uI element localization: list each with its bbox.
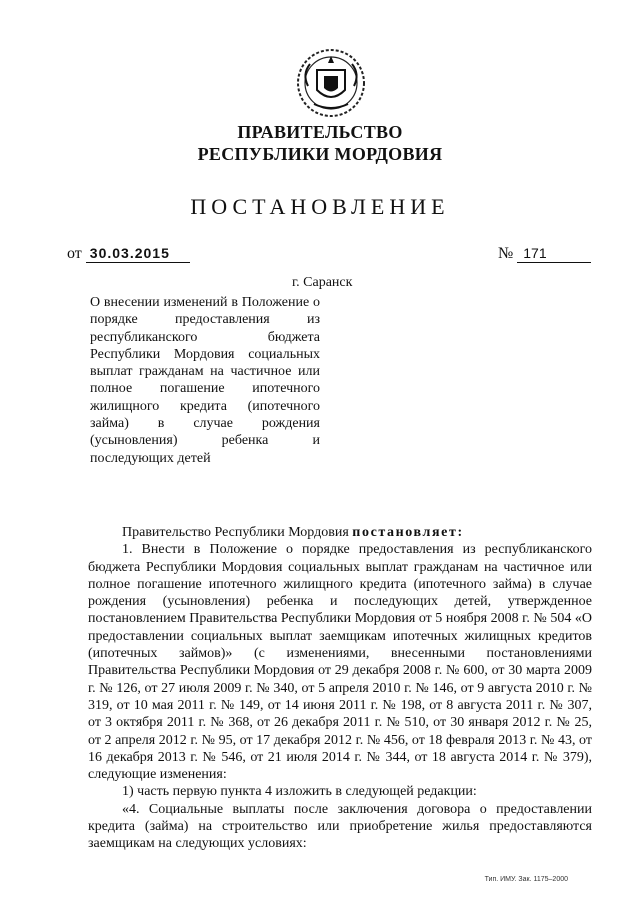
number-value: 171 bbox=[517, 245, 591, 263]
decree-subject: О внесении изменений в Положение о порядке предоставления из республиканского бюджета Республики Мордовия социальных выплат гражданам на частичное или полное погашение ипотечного жилищного кредита (ипотечного займа) в случае рождения (усыновления) ребенка и последующих детей bbox=[90, 295, 320, 466]
decree-decides-word: постановляет: bbox=[352, 525, 464, 540]
number-field bbox=[498, 245, 591, 263]
document-type-title: ПОСТАНОВЛЕНИЕ bbox=[190, 194, 450, 219]
decree-paragraph-2: 1) часть первую пункта 4 изложить в следующей редакции: bbox=[122, 784, 477, 800]
number-prefix: № bbox=[498, 245, 514, 262]
date-prefix: от bbox=[67, 245, 82, 262]
decree-intro bbox=[88, 524, 592, 541]
date-value: 30.03.2015 bbox=[86, 245, 190, 263]
government-title-line-1: ПРАВИТЕЛЬСТВО bbox=[237, 122, 403, 142]
government-title-line-2: РЕСПУБЛИКИ МОРДОВИЯ bbox=[197, 144, 443, 164]
coat-of-arms-emblem bbox=[294, 46, 368, 120]
decree-body bbox=[88, 524, 592, 853]
decree-intro-text: Правительство Республики Мордовия bbox=[122, 525, 353, 540]
city-of-issue: г. Саранск bbox=[292, 275, 353, 290]
decree-paragraph-1: 1. Внести в Положение о порядке предоставления из республиканского бюджета Республики Мордовия социальных выплат гражданам на частичное или полное погашение ипотечного жилищного кредита (ипотечного займа) в случае рождения (усыновления) ребенка и последующих детей, утвержденное постановлением Правительства Республики Мордовия от 5 ноября 2008 г. № 504 «О предоставлении социальных выплат заемщикам ипотечных жилищных кредитов (ипотечных займов)» (с изменениями, внесенными постановлениями Правительства Республики Мордовия от 29 декабря 2008 г. № 600, от 30 марта 2009 г. № 126, от 27 июля 2009 г. № 340, от 5 апреля 2010 г. № 146, от 9 августа 2010 г. № 319, от 10 мая 2011 г. № 149, от 14 июня 2011 г. № 198, от 8 августа 2011 г. № 307, от 3 октября 2011 г. № 368, от 26 декабря 2011 г. № 510, от 30 января 2012 г. № 25, от 2 апреля 2012 г. № 95, от 17 декабря 2012 г. № 456, от 18 февраля 2013 г. № 43, от 16 декабря 2013 г. № 546, от 21 июля 2014 г. № 344, от 18 августа 2014 г. № 379), следующие изменения: bbox=[88, 542, 592, 783]
printer-mark: Тип. ИМУ. Зак. 1175–2000 bbox=[484, 876, 568, 883]
date-field bbox=[67, 245, 190, 263]
decree-paragraph-3: «4. Социальные выплаты после заключения договора о предоставлении кредита (займа) на строительство или приобретение жилья предоставляются заемщикам на следующих условиях: bbox=[88, 801, 592, 852]
